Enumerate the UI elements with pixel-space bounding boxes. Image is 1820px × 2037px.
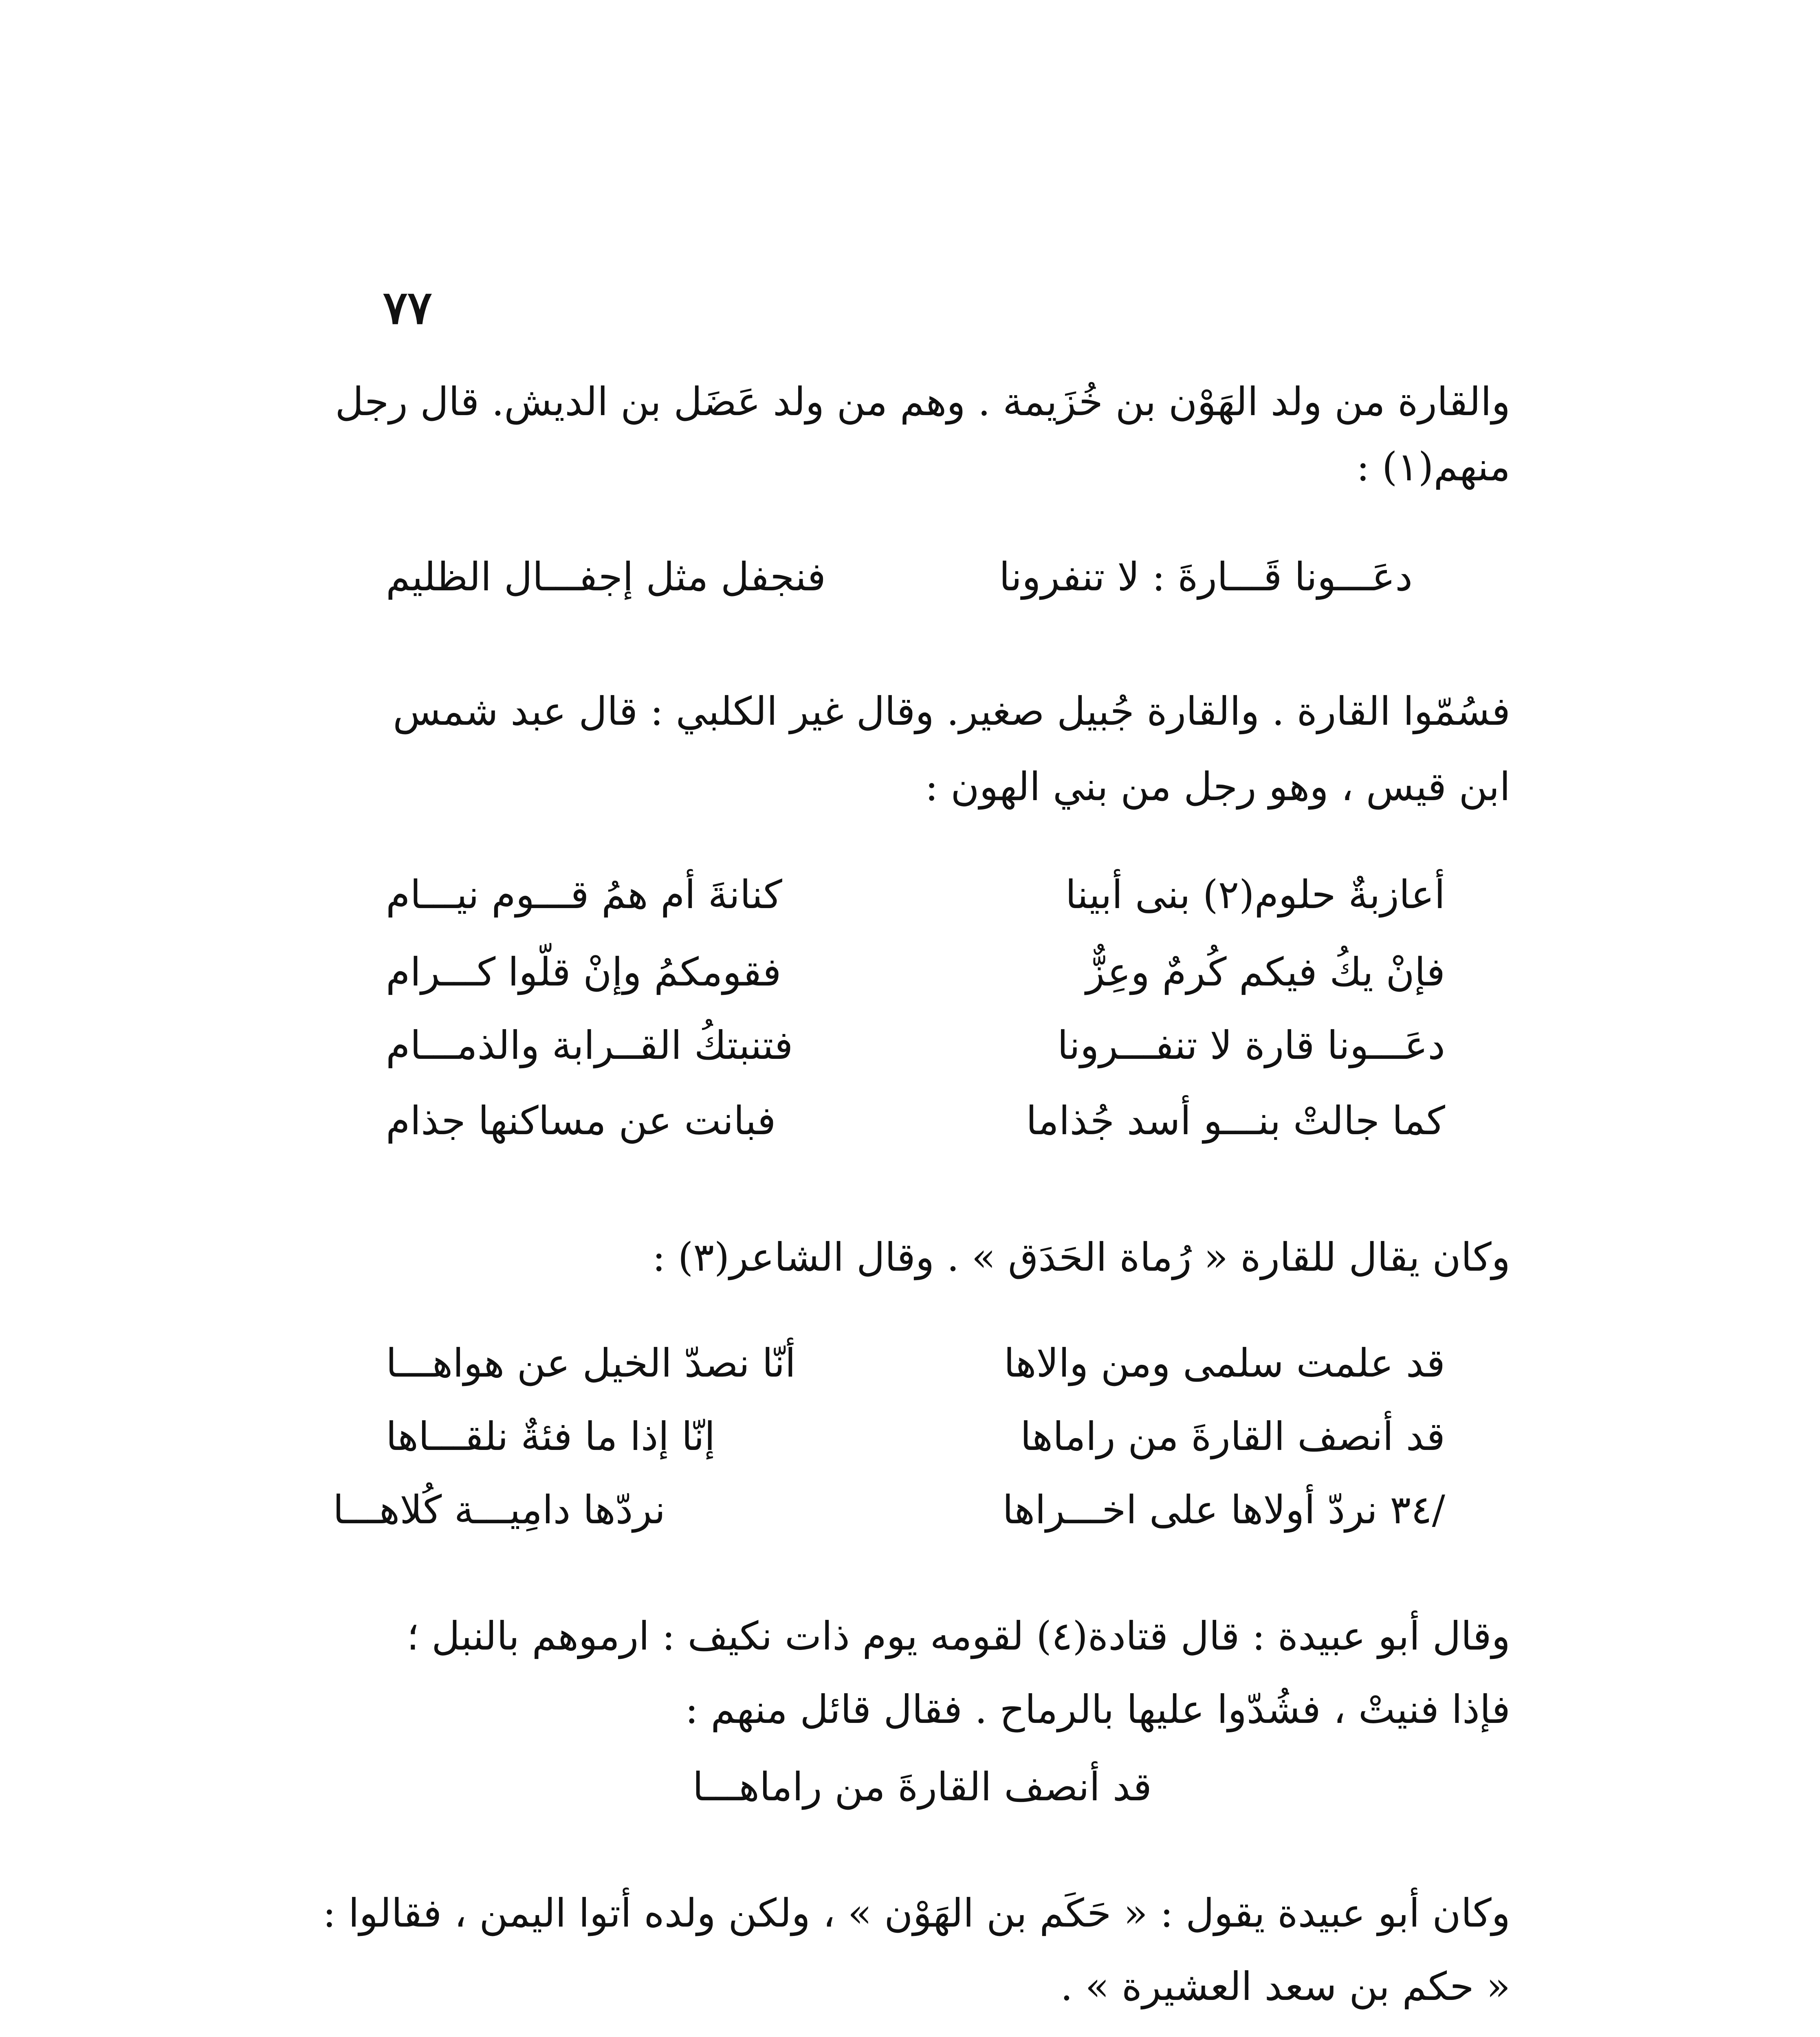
paragraph-line: وكان يقال للقارة « رُماة الحَدَق » . وقال الشاعر(٣) :	[652, 1234, 1510, 1280]
paragraph-line: فسُمّوا القارة . والقارة جُبيل صغير. وقال غير الكلبي : قال عبد شمس	[393, 689, 1510, 734]
verse-hemistich: أنّا نصدّ الخيل عن هواهـــا	[386, 1340, 796, 1386]
page-number: ٧٧	[383, 281, 432, 334]
verse-hemistich: دعَـــونا قَـــارةَ : لا تنفرونا	[999, 554, 1413, 600]
verse-hemistich: إنّا إذا ما فئةٌ نلقـــاها	[386, 1414, 715, 1459]
verse-hemistich: نردّها دامِيـــة كُلاهـــا	[333, 1487, 666, 1533]
paragraph-line: وقال أبو عبيدة : قال قتادة(٤) لقومه يوم ذات نكيف : ارموهم بالنبل ؛	[407, 1613, 1510, 1659]
verse-line	[333, 1487, 1445, 1544]
verse-line	[386, 872, 1445, 929]
verse-hemistich: فإنْ يكُ فيكم كُرمٌ وعِزٌّ	[1086, 949, 1445, 995]
paragraph-line: والقارة من ولد الهَوْن بن خُزَيمة . وهم من ولد عَضَل بن الديش. قال رجل	[335, 379, 1510, 425]
verse-hemistich: فنجفل مثل إجفـــال الظليم	[386, 554, 826, 600]
verse-line	[386, 1340, 1445, 1397]
verse-hemistich: كنانةَ أم همُ قـــوم نيـــام	[386, 872, 782, 917]
verse-hemistich: قد علمت سلمى ومن والاها	[1004, 1340, 1445, 1386]
verse-hemistich: /٣٤ نردّ أولاها على اخـــراها	[1002, 1487, 1445, 1533]
verse-hemistich: كما جالتْ بنـــو أسد جُذاما	[1026, 1098, 1445, 1144]
verse-hemistich: فبانت عن مساكنها جذام	[386, 1098, 776, 1144]
verse-hemistich: قد أنصف القارةَ من راماها	[1020, 1414, 1445, 1459]
paragraph-line: فإذا فنيتْ ، فشُدّوا عليها بالرماح . فقال قائل منهم :	[685, 1687, 1510, 1732]
verse-hemistich: دعَـــونا قارة لا تنفـــرونا	[1057, 1023, 1445, 1068]
verse-line	[386, 1098, 1445, 1155]
paragraph-line: « حكم بن سعد العشيرة » .	[1060, 1964, 1510, 2009]
paragraph-line: منهم(١) :	[1356, 444, 1510, 490]
verse-line	[386, 554, 1413, 611]
verse-line	[386, 1414, 1445, 1471]
paragraph-line: ابن قيس ، وهو رجل من بني الهون :	[925, 764, 1510, 810]
verse-line	[386, 949, 1445, 1006]
verse-hemistich: فتنبتكُ القــرابة والذمـــام	[386, 1023, 793, 1068]
verse-line	[386, 1023, 1445, 1080]
verse-hemistich: أعازبةٌ حلوم(٢) بنى أبينا	[1065, 872, 1445, 917]
verse-hemistich: فقومكمُ وإنْ قلّوا كـــرام	[386, 949, 781, 995]
verse-hemistich: قد أنصف القارةَ من راماهـــا	[692, 1764, 1152, 1810]
paragraph-line: وكان أبو عبيدة يقول : « حَكَم بن الهَوْن » ، ولكن ولده أتوا اليمن ، فقالوا :	[323, 1890, 1510, 1936]
